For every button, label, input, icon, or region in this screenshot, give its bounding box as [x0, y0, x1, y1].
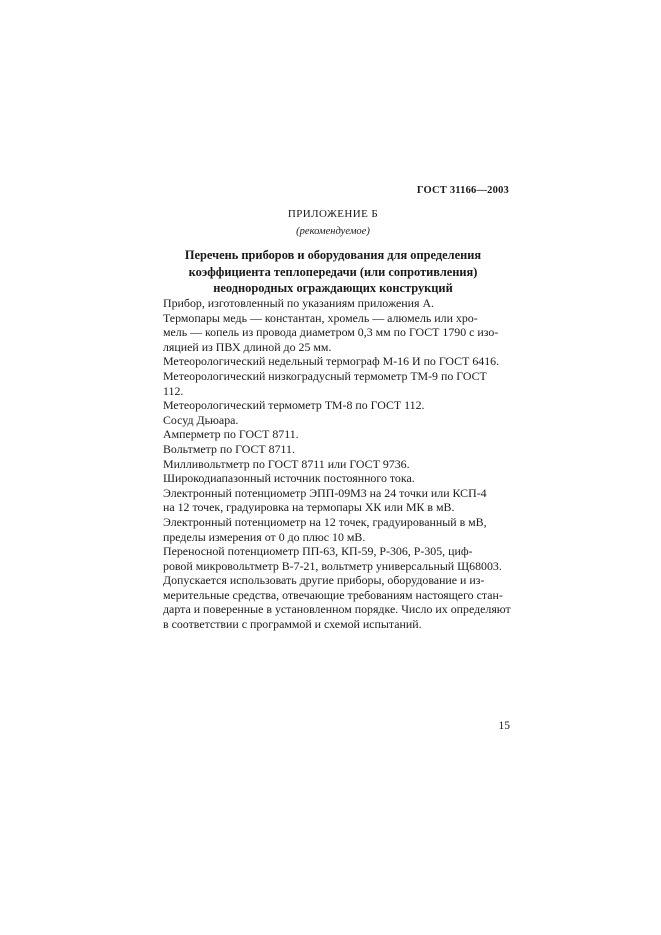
text-line: 112. [163, 383, 184, 398]
heading-line: Перечень приборов и оборудования для определения [184, 248, 482, 262]
text-line: ляцией из ПВХ длиной до 25 мм. [163, 339, 332, 354]
text-line: Вольтметр по ГОСТ 8711. [163, 441, 295, 456]
paragraph [145, 573, 511, 631]
text-line: мель — копель из провода диаметром 0,3 мм по ГОСТ 1790 с изо- [163, 325, 499, 340]
section-heading [145, 247, 521, 297]
page-number: 15 [498, 720, 510, 732]
text-line: Широкодиапазонный источник постоянного тока. [163, 471, 415, 486]
text-line: Прибор, изготовленный по указаниям приложения А. [163, 296, 435, 310]
text-line: Амперметр по ГОСТ 8711. [163, 427, 299, 442]
text-line: Метеорологический низкоградусный термометр ТМ-9 по ГОСТ [163, 368, 487, 383]
body-text [145, 296, 511, 632]
text-line: пределы измерения от 0 до плюс 10 мВ. [163, 529, 366, 544]
text-line: мерительные средства, отвечающие требованиям настоящего стан- [163, 587, 503, 602]
text-line: Электронный потенциометр ЭПП-09М3 на 24 точки или КСП-4 [163, 485, 487, 500]
text-line: дарта и поверенные в установленном порядке. Число их определяют [163, 602, 511, 617]
paragraph [145, 457, 511, 472]
text-line: Допускается использовать другие приборы, оборудование и из- [163, 573, 485, 588]
paragraph [145, 442, 511, 457]
text-line: Метеорологический термометр ТМ-8 по ГОСТ 112. [163, 398, 425, 413]
paragraph [145, 515, 511, 544]
paragraph [145, 354, 511, 369]
heading-line: коэффициента теплопередачи (или сопротивления) [188, 264, 478, 279]
text-line: Милливольтметр по ГОСТ 8711 или ГОСТ 9736. [163, 456, 410, 471]
paragraph [145, 296, 511, 311]
paragraph [145, 486, 511, 515]
text-line: Переносной потенциометр ПП-63, КП-59, Р-306, Р-305, циф- [163, 544, 473, 559]
paragraph [145, 398, 511, 413]
text-line: Метеорологический недельный термограф М-16 И по ГОСТ 6416. [163, 354, 500, 369]
paragraph [145, 369, 511, 398]
text-line: ровой микровольтметр В-7-21, вольтметр универсальный Щ68003. [163, 558, 502, 573]
paragraph [145, 544, 511, 573]
text-line: Термопары медь — константан, хромель — алюмель или хро- [163, 310, 478, 325]
heading-line: неоднородных ограждающих конструкций [213, 281, 453, 295]
text-line: в соответствии с программой и схемой испытаний. [163, 617, 422, 632]
appendix-title: ПРИЛОЖЕНИЕ Б [287, 208, 379, 220]
appendix-note: (рекомендуемое) [296, 226, 370, 237]
paragraph [145, 311, 511, 355]
text-line: на 12 точек, градуировка на термопары ХК или МК в мВ. [163, 500, 455, 515]
standard-number: ГОСТ 31166—2003 [416, 185, 509, 196]
paragraph [145, 427, 511, 442]
paragraph [145, 471, 511, 486]
text-line: Электронный потенциометр на 12 точек, градуированный в мВ, [163, 514, 487, 529]
paragraph [145, 413, 511, 428]
text-line: Сосуд Дьюара. [163, 412, 239, 427]
